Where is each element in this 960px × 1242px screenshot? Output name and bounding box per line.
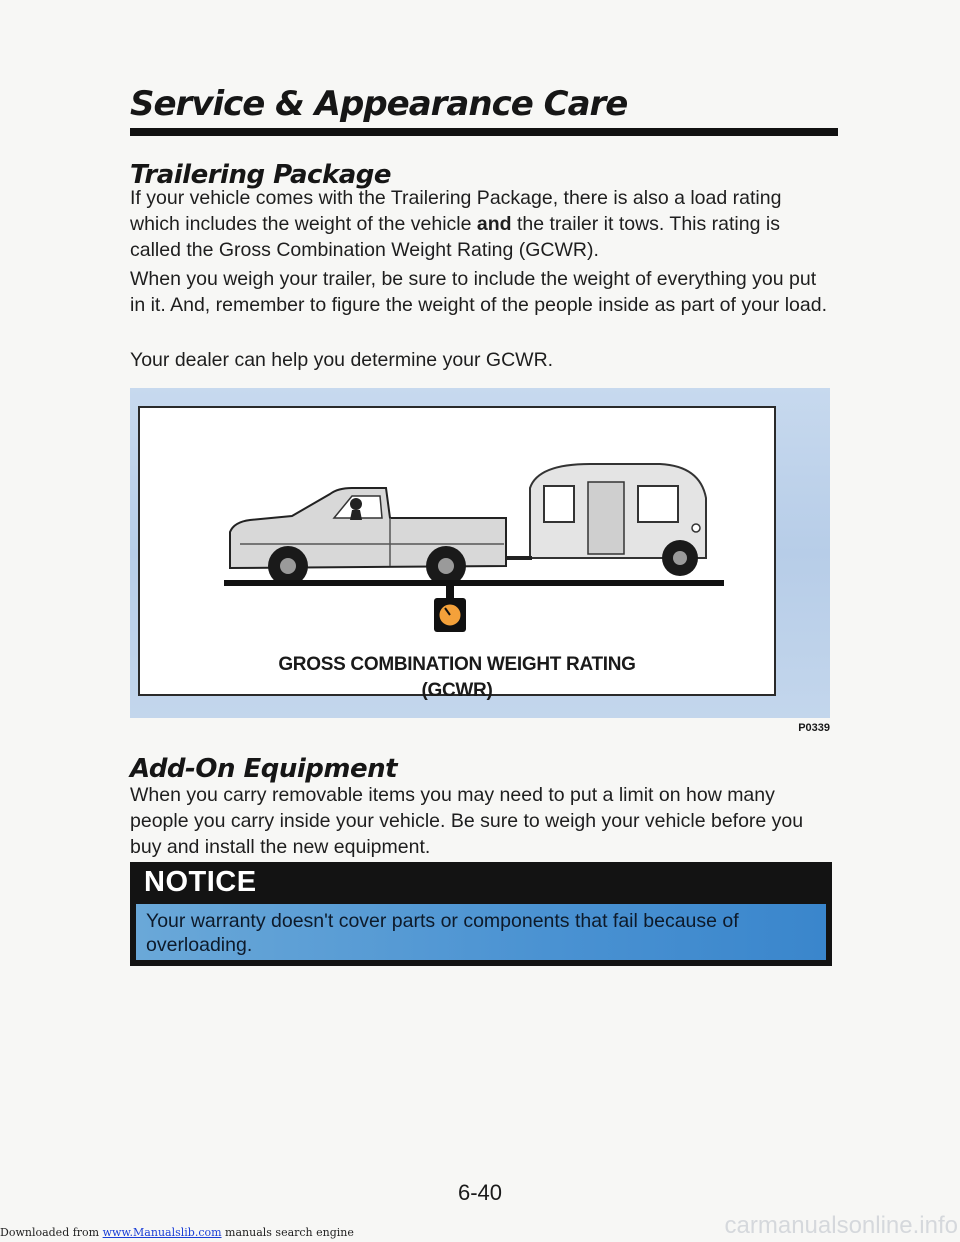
manualslib-link[interactable]: www.Manualslib.com	[102, 1226, 222, 1239]
paragraph-text: the trailer it tows. This rating is called the Gross Combination Weight Rating (GCWR).	[130, 213, 780, 261]
paragraph-text: If your vehicle comes with the Trailering Package, there is also a load rating which includes the weight of the vehicle	[130, 187, 782, 235]
section-heading-addon: Add-On Equipment	[130, 754, 398, 784]
notice-heading: NOTICE	[144, 866, 257, 898]
scale-post	[446, 586, 454, 600]
paragraph-gcwr-intro	[130, 185, 830, 263]
footer-suffix: manuals search engine	[221, 1226, 354, 1239]
trailer-door	[588, 482, 624, 554]
notice-text: Your warranty doesn't cover parts or components that fail because of overloading.	[146, 910, 739, 956]
trailer-window	[638, 486, 678, 522]
figure-code: P0339	[798, 722, 830, 734]
rear-hub	[438, 558, 454, 574]
trailer-light	[692, 524, 700, 532]
watermark: carmanualsonline.info	[724, 1212, 958, 1239]
section-heading-trailering: Trailering Package	[130, 160, 392, 190]
paragraph-addon: When you carry removable items you may need to put a limit on how many people you carry inside your vehicle. Be sure to weigh your vehicle before you buy and install the new equipment.	[130, 784, 804, 858]
bold-word: and	[476, 213, 512, 235]
page-title: Service & Appearance Care	[130, 84, 628, 124]
footer-prefix: Downloaded from	[0, 1226, 103, 1239]
page-number: 6-40	[457, 1180, 503, 1205]
trailer-window	[544, 486, 574, 522]
figure-frame	[138, 406, 776, 701]
notice-box	[130, 862, 832, 966]
trailer-hub	[673, 551, 687, 565]
front-hub	[280, 558, 296, 574]
figure-caption-line1: GROSS COMBINATION WEIGHT RATING	[278, 654, 636, 675]
download-footer	[0, 1226, 354, 1239]
gcwr-figure	[130, 388, 830, 718]
driver-body	[350, 510, 362, 520]
paragraph-dealer: Your dealer can help you determine your GCWR.	[130, 349, 554, 371]
title-rule	[130, 128, 838, 136]
scale-platform	[224, 580, 724, 586]
notice-body	[136, 904, 826, 960]
driver-head	[350, 498, 362, 510]
paragraph-weigh-trailer: When you weigh your trailer, be sure to include the weight of everything you put in it. And, remember to figure the weight of the people inside as part of your load.	[130, 268, 827, 316]
figure-caption-line2: (GCWR)	[421, 680, 493, 701]
truck-trailer-illustration	[140, 408, 774, 648]
